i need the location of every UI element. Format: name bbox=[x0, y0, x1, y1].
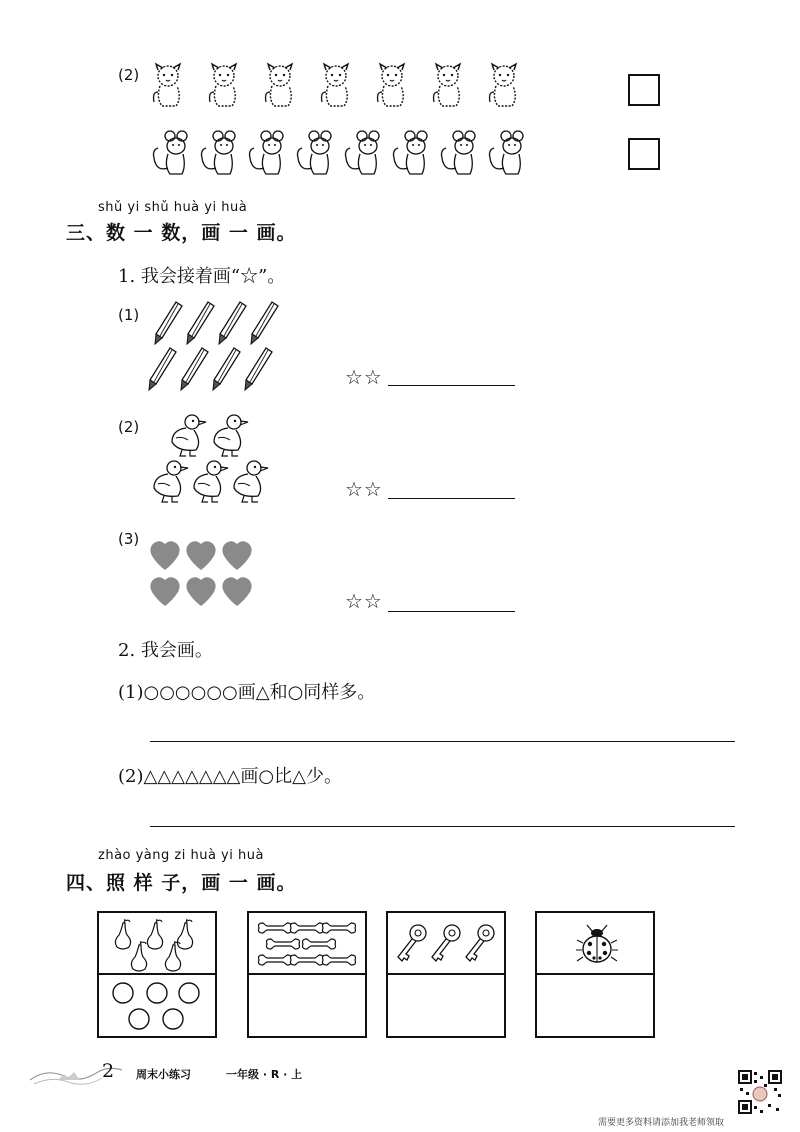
question2-title: 2. 我会画。 bbox=[118, 640, 213, 661]
item3-label: (3) bbox=[118, 530, 140, 548]
item2-answer-line[interactable] bbox=[388, 498, 515, 499]
item2-label: (2) bbox=[118, 418, 140, 436]
dog-row bbox=[150, 62, 530, 110]
section4-heading: 四、照 样 子，画 一 画。 bbox=[66, 872, 297, 894]
grade-label: 一年级 · R · 上 bbox=[226, 1068, 303, 1081]
item3-answer-line[interactable] bbox=[388, 611, 515, 612]
example-box bbox=[97, 911, 217, 1038]
section4-pinyin: zhào yàng zi huà yi huà bbox=[98, 848, 264, 863]
page-number: 2 bbox=[102, 1060, 115, 1082]
ladybug-box[interactable] bbox=[535, 911, 655, 1038]
mouse-row bbox=[148, 128, 538, 180]
question2-item2: (2)△△△△△△△画○比△少。 bbox=[118, 766, 342, 787]
section3-heading: 三、数 一 数，画 一 画。 bbox=[66, 222, 297, 244]
question2-item2-answer-line[interactable] bbox=[150, 826, 735, 827]
question2-item1-answer-line[interactable] bbox=[150, 741, 735, 742]
ladybug-icon bbox=[575, 923, 619, 967]
circles-icon bbox=[109, 981, 209, 1033]
item2-stars: ☆☆ bbox=[345, 477, 383, 501]
question1-title: 1. 我会接着画“☆”。 bbox=[118, 266, 286, 287]
ducks-group bbox=[146, 410, 276, 506]
dog-count-box[interactable] bbox=[628, 74, 660, 106]
mouse-count-box[interactable] bbox=[628, 138, 660, 170]
item1-answer-line[interactable] bbox=[388, 385, 515, 386]
bones-box[interactable] bbox=[247, 911, 367, 1038]
keys-box[interactable] bbox=[386, 911, 506, 1038]
section3-pinyin: shǔ yi shǔ huà yi huà bbox=[98, 200, 248, 215]
pears-icon bbox=[107, 917, 207, 973]
qr-code-icon bbox=[738, 1070, 782, 1114]
part-label: (2) bbox=[118, 66, 140, 84]
item1-label: (1) bbox=[118, 306, 140, 324]
keys-icon bbox=[392, 921, 502, 967]
item1-stars: ☆☆ bbox=[345, 365, 383, 389]
pencils-group bbox=[146, 300, 286, 394]
item3-stars: ☆☆ bbox=[345, 589, 383, 613]
book-title: 周末小练习 bbox=[136, 1068, 191, 1081]
question2-item1: (1)○○○○○○画△和○同样多。 bbox=[118, 682, 376, 703]
bones-icon bbox=[255, 917, 361, 971]
footer-notice: 需要更多资料请添加我老师领取 bbox=[598, 1118, 725, 1128]
hearts-group bbox=[148, 538, 258, 610]
